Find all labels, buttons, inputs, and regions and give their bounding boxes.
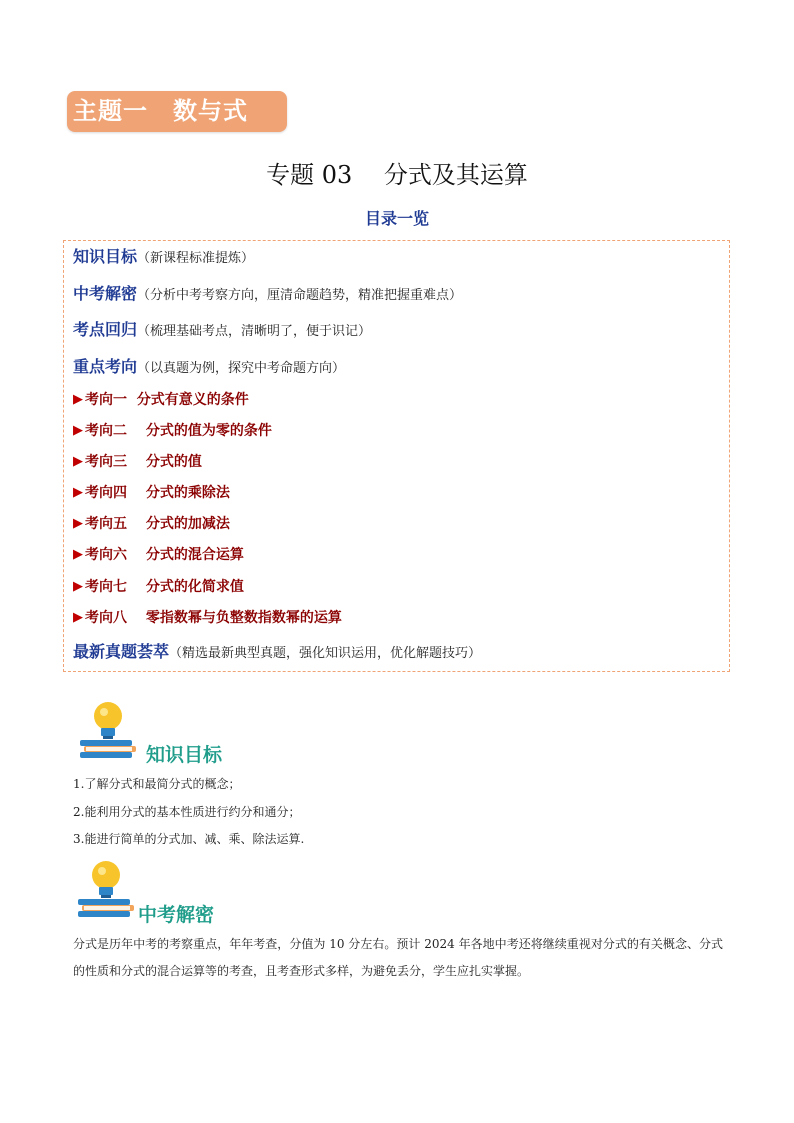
play-arrow-icon: ▶ <box>73 546 83 562</box>
toc-heading: 目录一览 <box>364 209 429 228</box>
toc-subitem[interactable] <box>73 544 244 564</box>
toc-subitem[interactable] <box>73 513 230 533</box>
section-title-knowledge: 知识目标 <box>146 744 223 766</box>
toc-subitem-label: 考向四 分式的乘除法 <box>85 485 230 501</box>
play-arrow-icon: ▶ <box>73 578 83 594</box>
toc-subitem[interactable] <box>73 420 272 440</box>
analysis-paragraph: 分式是历年中考的考察重点，年年考查，分值为 10 分左右。预计 2024 年各地中考还将继续重视对分式的有关概念、分式的性质和分式的混合运算等的考查，且考查形式多样，为避免丢分，学生应扎实掌握。 <box>73 937 723 978</box>
play-arrow-icon: ▶ <box>73 515 83 531</box>
toc-section[interactable] <box>73 354 345 377</box>
play-arrow-icon: ▶ <box>73 391 83 407</box>
toc-subitem[interactable] <box>73 389 249 409</box>
section-title-analysis: 中考解密 <box>138 904 215 926</box>
toc-section[interactable] <box>73 639 481 662</box>
play-arrow-icon: ▶ <box>73 453 83 469</box>
list-item: 3.能进行简单的分式加、减、乘、除法运算. <box>73 832 305 846</box>
play-arrow-icon: ▶ <box>73 609 83 625</box>
toc-section[interactable] <box>73 317 371 340</box>
toc-section-title: 重点考向 <box>73 357 138 376</box>
toc-subitem-label: 考向五 分式的加减法 <box>85 516 230 532</box>
list-item: 1.了解分式和最简分式的概念； <box>73 777 241 791</box>
toc-section-title: 中考解密 <box>73 284 138 303</box>
toc-subitem-label: 考向六 分式的混合运算 <box>85 547 244 563</box>
toc-section[interactable] <box>73 244 254 267</box>
toc-subitem[interactable] <box>73 607 342 627</box>
play-arrow-icon: ▶ <box>73 484 83 500</box>
lightbulb-books-icon <box>74 857 138 921</box>
toc-subitem-label: 考向一 分式有意义的条件 <box>85 392 249 408</box>
toc-section-note: （梳理基础考点，清晰明了，便于识记） <box>137 324 372 339</box>
toc-subitem-label: 考向三 分式的值 <box>85 454 202 470</box>
toc-section-title: 考点回归 <box>73 320 138 339</box>
toc-section-title: 知识目标 <box>73 247 138 266</box>
toc-subitem[interactable] <box>73 451 202 471</box>
list-item: 2.能利用分式的基本性质进行约分和通分； <box>73 805 301 819</box>
toc-subitem-label: 考向八 零指数幂与负整数指数幂的运算 <box>85 610 342 626</box>
toc-section-title: 最新真题荟萃 <box>73 642 170 661</box>
lightbulb-books-icon <box>76 698 140 762</box>
page-title: 专题 03 分式及其运算 <box>266 161 528 189</box>
toc-subitem[interactable] <box>73 482 230 502</box>
toc-section-note: （精选最新典型真题，强化知识运用，优化解题技巧） <box>169 646 482 661</box>
toc-subitem-label: 考向二 分式的值为零的条件 <box>85 423 272 439</box>
toc-subitem[interactable] <box>73 576 244 596</box>
toc-section-note: （以真题为例，探究中考命题方向） <box>137 361 346 376</box>
toc-section-note: （分析中考考察方向，厘清命题趋势，精准把握重难点） <box>137 288 463 303</box>
toc-subitem-label: 考向七 分式的化简求值 <box>85 579 244 595</box>
play-arrow-icon: ▶ <box>73 422 83 438</box>
toc-section[interactable] <box>73 281 462 304</box>
topic-banner: 主题一 数与式 <box>67 91 287 132</box>
toc-section-note: （新课程标准提炼） <box>137 251 255 266</box>
